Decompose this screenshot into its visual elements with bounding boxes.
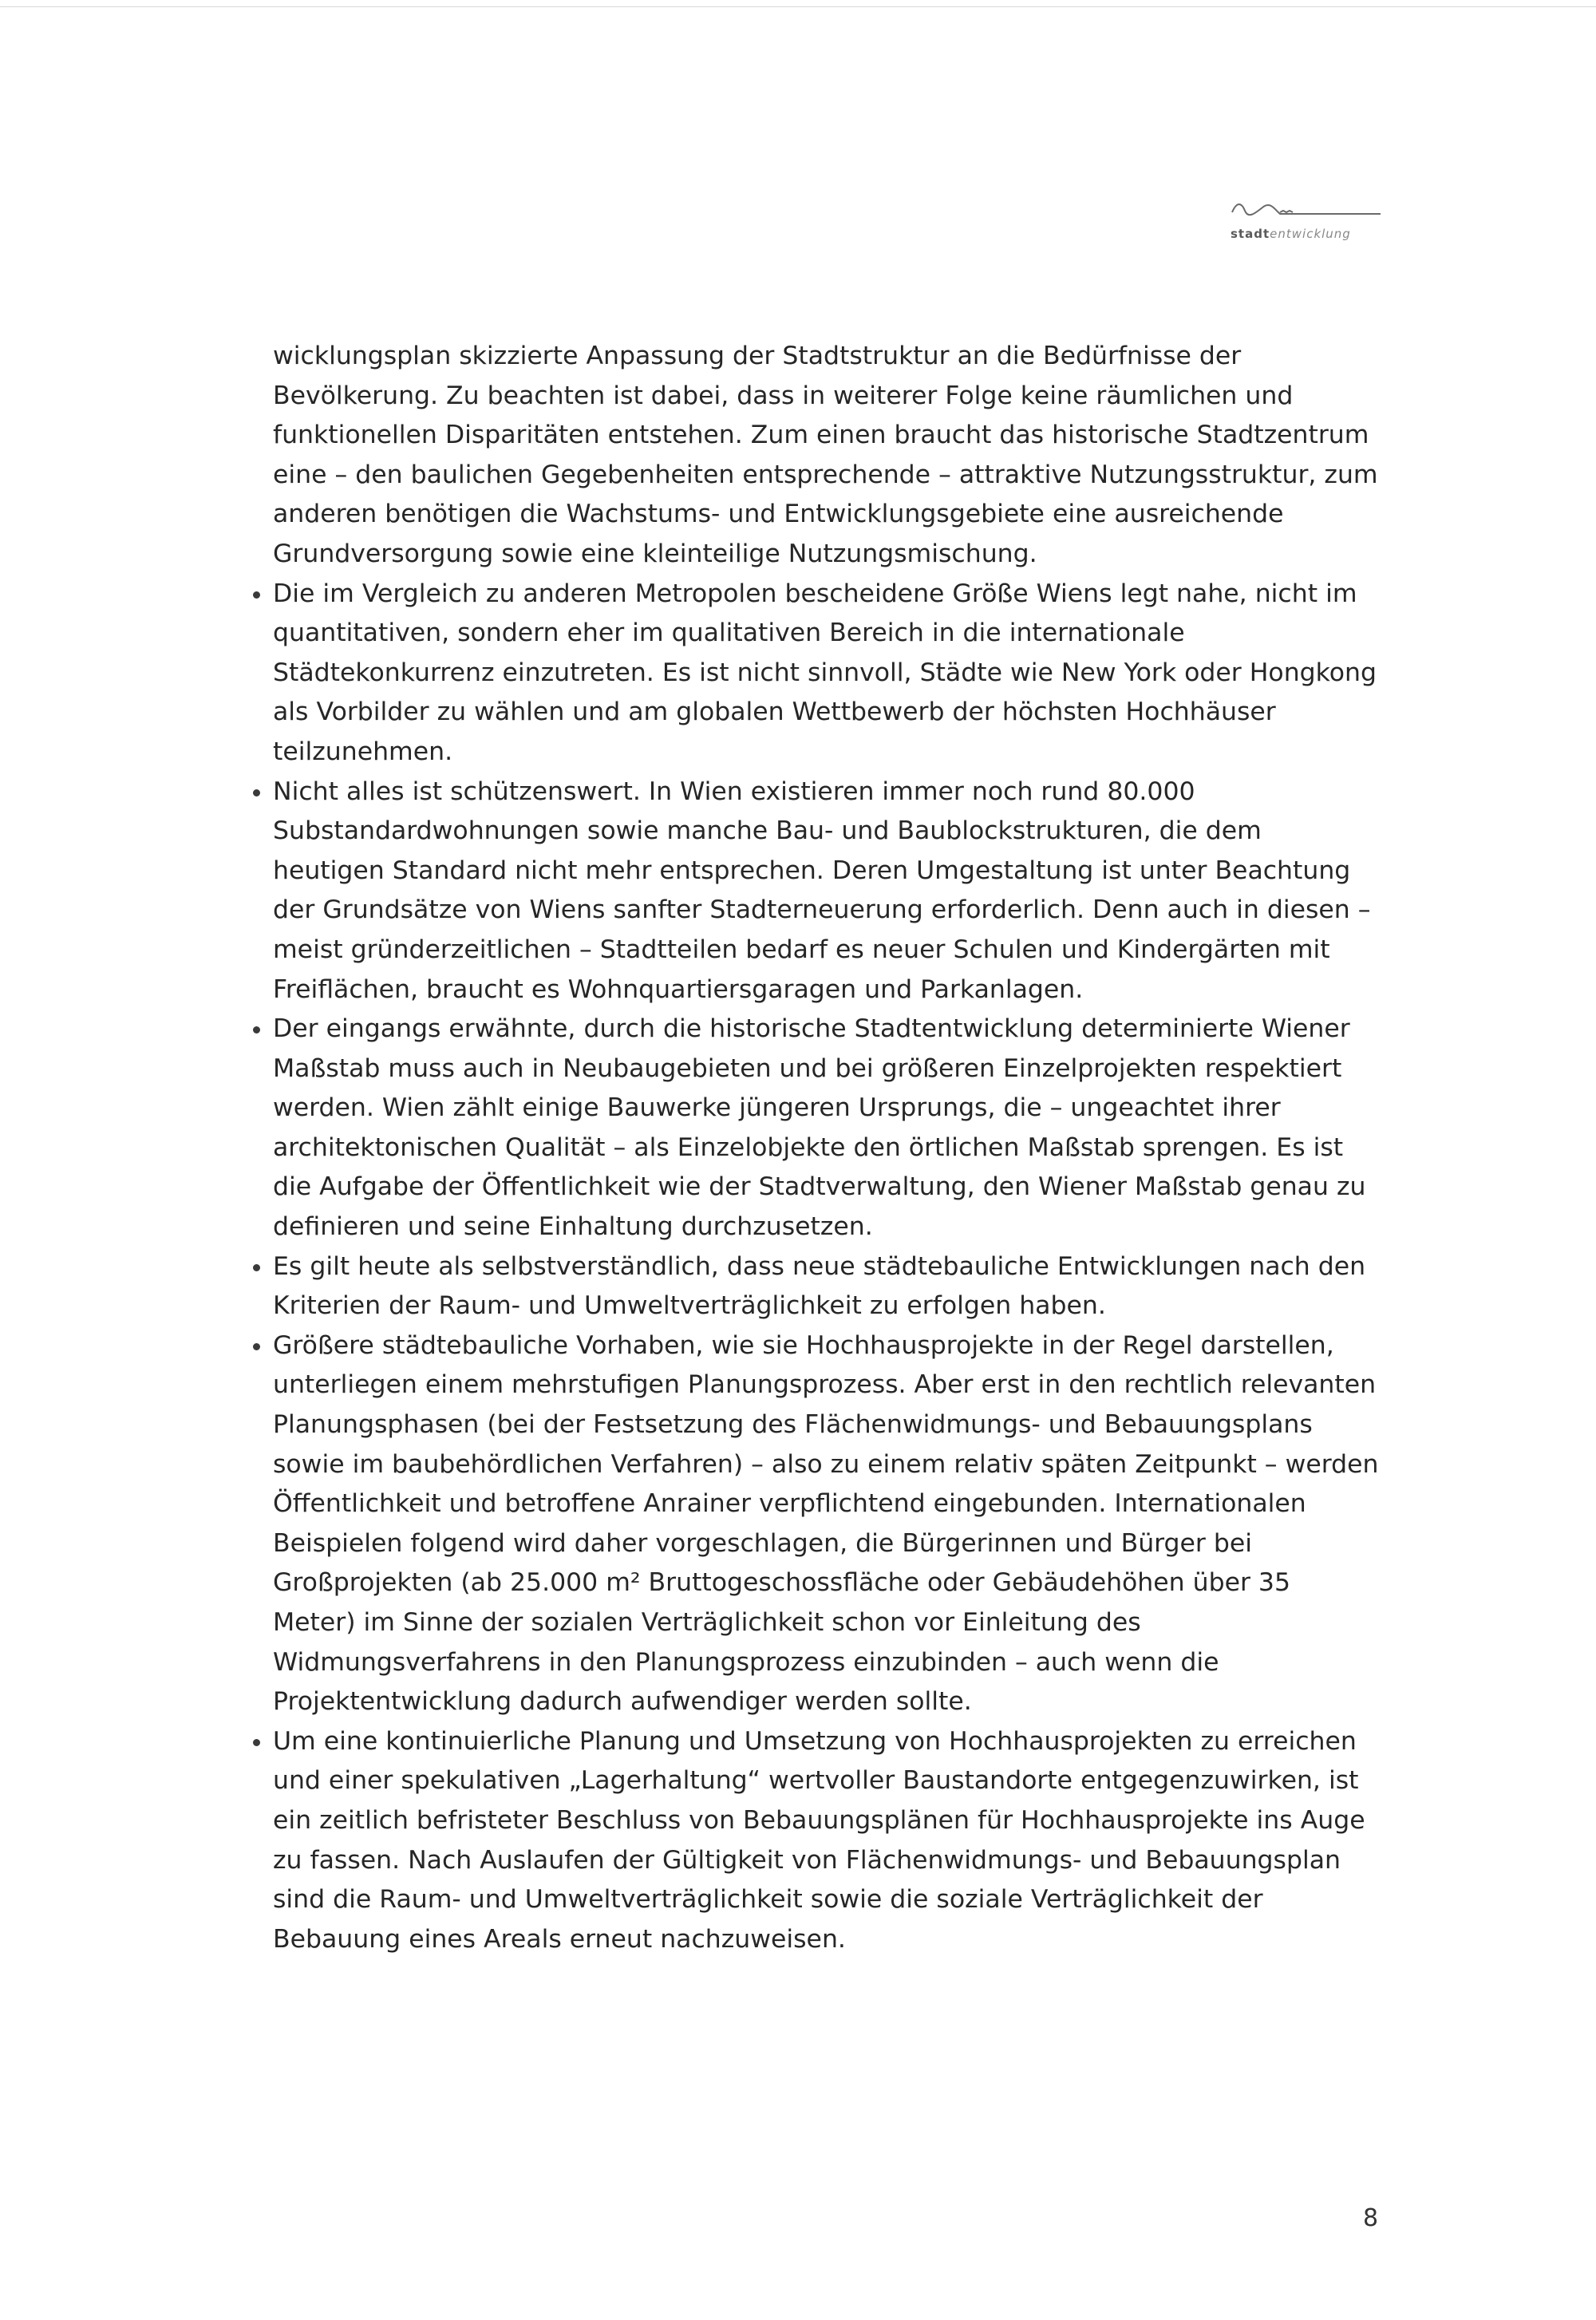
bullet-item: Die im Vergleich zu anderen Metropolen bescheidene Größe Wiens legt nahe, nicht im quantitativen, sondern eher im qualitativen Bereich in die internationale Städtekonkurrenz einzutreten. Es ist nicht sinnvoll, Städte wie New York oder Hongkong als Vorbilder zu wählen und am globalen Wettbewerb der höchsten Hochhäuser teilzunehmen. bbox=[239, 575, 1381, 773]
page-number: 8 bbox=[1363, 2204, 1379, 2232]
intro-paragraph: wicklungsplan skizzierte Anpassung der Stadtstruktur an die Bedürfnisse der Bevölkerung. Zu beachten ist dabei, dass in weiterer Folge keine räumlichen und funktionellen Disparitäten entstehen. Zum einen braucht das historische Stadtzentrum eine – den baulichen Gegebenheiten entsprechende – attraktive Nutzungsstruktur, zum anderen benötigen die Wachstums- und Entwicklungsgebiete eine ausreichende Grundversorgung sowie eine kleinteilige Nutzungsmischung. bbox=[273, 342, 1378, 568]
bullet-list bbox=[239, 575, 1381, 1960]
scan-edge-line bbox=[0, 6, 1596, 7]
bullet-item: Der eingangs erwähnte, durch die historische Stadtentwicklung determinierte Wiener Maßstab muss auch in Neubaugebieten und bei größeren Einzelprojekten respektiert werden. Wien zählt einige Bauwerke jüngeren Ursprungs, die – ungeachtet ihrer architektonischen Qualität – als Einzelobjekte den örtlichen Maßstab sprengen. Es ist die Aufgabe der Öffentlichkeit wie der Stadtverwaltung, den Wiener Maßstab genau zu definieren und seine Einhaltung durchzusetzen. bbox=[239, 1010, 1381, 1247]
stadtentwicklung-logo bbox=[1231, 190, 1382, 246]
bullet-item: Nicht alles ist schützenswert. In Wien existieren immer noch rund 80.000 Substandardwohnungen sowie manche Bau- und Baublockstrukturen, die dem heutigen Standard nicht mehr entsprechen. Deren Umgestaltung ist unter Beachtung der Grundsätze von Wiens sanfter Stadterneuerung erforderlich. Denn auch in diesen – meist gründerzeitlichen – Stadtteilen bedarf es neuer Schulen und Kindergärten mit Freiflächen, braucht es Wohnquartiersgaragen und Parkanlagen. bbox=[239, 773, 1381, 1010]
bullet-item: Es gilt heute als selbstverständlich, dass neue städtebauliche Entwicklungen nach den Kriterien der Raum- und Umweltverträglichkeit zu erfolgen haben. bbox=[239, 1247, 1381, 1326]
logo-wordmark-entwicklung: entwicklung bbox=[1270, 227, 1351, 241]
skyline-logo-icon bbox=[1231, 190, 1382, 225]
logo-wordmark-stadt: stadt bbox=[1231, 227, 1270, 241]
logo-wordmark bbox=[1231, 227, 1351, 241]
body-text bbox=[239, 337, 1381, 1959]
bullet-item: Größere städtebauliche Vorhaben, wie sie Hochhausprojekte in der Regel darstellen, unterliegen einem mehrstufigen Planungsprozess. Aber erst in den rechtlich relevanten Planungsphasen (bei der Festsetzung des Flächenwidmungs- und Bebauungsplans sowie im baubehördlichen Verfahren) – also zu einem relativ späten Zeitpunkt – werden Öffentlichkeit und betroffene Anrainer verpflichtend eingebunden. Internationalen Beispielen folgend wird daher vorgeschlagen, die Bürgerinnen und Bürger bei Großprojekten (ab 25.000 m² Bruttogeschossfläche oder Gebäudehöhen über 35 Meter) im Sinne der sozialen Verträglichkeit schon vor Einleitung des Widmungsverfahrens in den Planungsprozess einzubinden – auch wenn die Projektentwicklung dadurch aufwendiger werden sollte. bbox=[239, 1326, 1381, 1722]
bullet-item: Um eine kontinuierliche Planung und Umsetzung von Hochhausprojekten zu erreichen und einer spekulativen „Lagerhaltung“ wertvoller Baustandorte entgegenzuwirken, ist ein zeitlich befristeter Beschluss von Bebauungsplänen für Hochhausprojekte ins Auge zu fassen. Nach Auslaufen der Gültigkeit von Flächenwidmungs- und Bebauungsplan sind die Raum- und Umweltverträglichkeit sowie die soziale Verträglichkeit der Bebauung eines Areals erneut nachzuweisen. bbox=[239, 1722, 1381, 1960]
